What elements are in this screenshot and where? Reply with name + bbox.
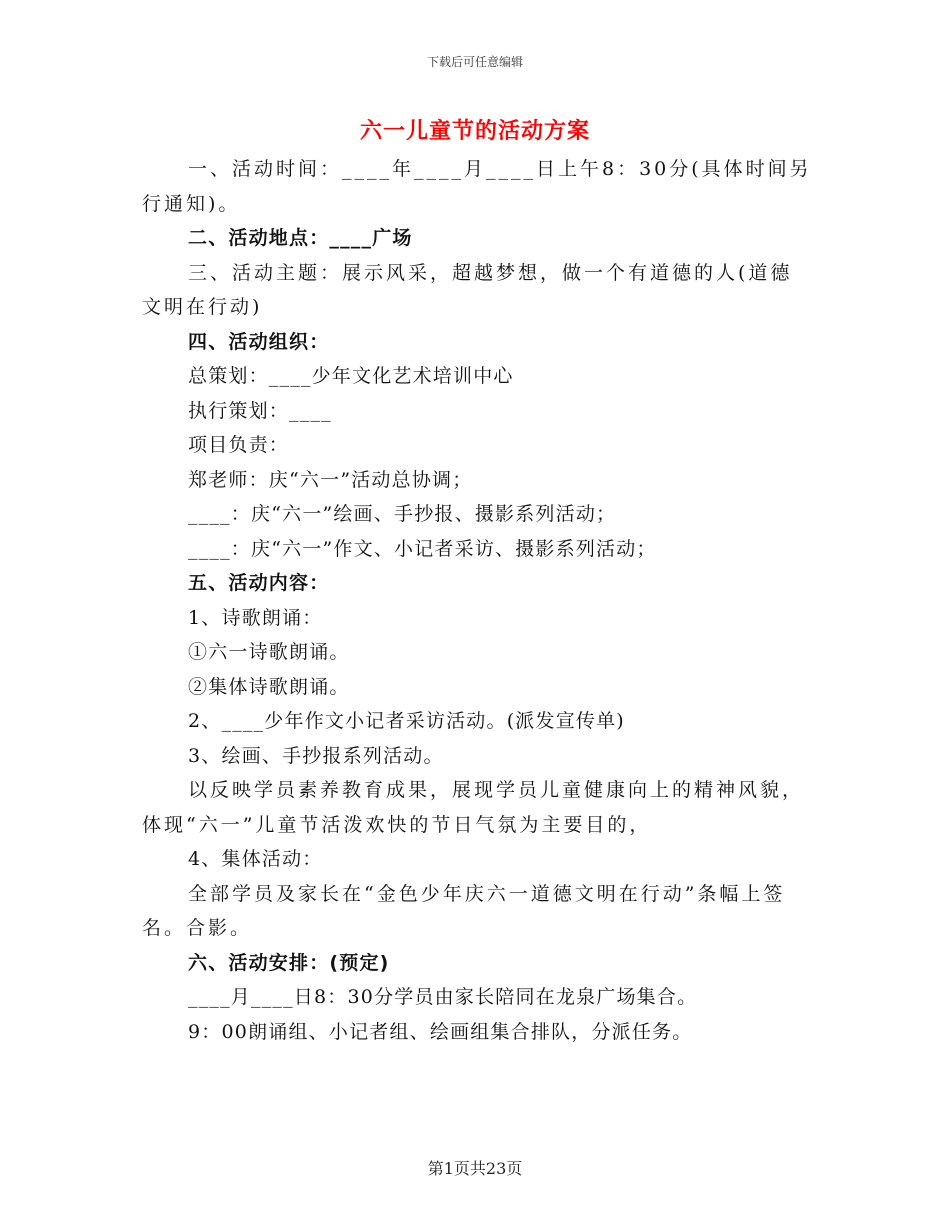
org-line-drawing: ____：庆“六一”绘画、手抄报、摄影系列活动； bbox=[188, 503, 617, 525]
page-number: 第1页共23页 bbox=[427, 1159, 523, 1178]
schedule-line-assign: 9：00朗诵组、小记者组、绘画组集合排队，分派任务。 bbox=[188, 1020, 693, 1043]
content-item-poetry: 1、诗歌朗诵： bbox=[188, 606, 323, 629]
org-line-writing: ____：庆“六一”作文、小记者采访、摄影系列活动； bbox=[188, 537, 657, 560]
org-line-executive-planner: 执行策划：____ bbox=[188, 399, 332, 422]
schedule-line-gather: ____月____日8：30分学员由家长陪同在龙泉广场集合。 bbox=[188, 986, 698, 1008]
org-line-teacher-zheng: 郑老师：庆“六一”活动总协调； bbox=[188, 468, 473, 491]
page-header-note: 下载后可任意编辑 bbox=[426, 55, 523, 69]
section-theme: 三、活动主题：展示风采，超越梦想，做一个有道德的人(道德文明在行动) bbox=[142, 261, 793, 318]
content-item-group: 4、集体活动： bbox=[188, 848, 323, 870]
org-line-project-lead: 项目负责： bbox=[188, 434, 290, 456]
section-content-heading: 五、活动内容： bbox=[188, 572, 330, 594]
content-item-drawing: 3、绘画、手抄报系列活动。 bbox=[188, 744, 444, 767]
content-item-drawing-desc: 以反映学员素养教育成果，展现学员儿童健康向上的精神风貌，体现“六一”儿童节活泼欢快的节日气氛为主要目的， bbox=[142, 779, 805, 836]
content-item-reporter: 2、____少年作文小记者采访活动。(派发宣传单) bbox=[188, 710, 625, 732]
content-item-poetry-b: ②集体诗歌朗诵。 bbox=[188, 675, 350, 698]
content-item-poetry-a: ①六一诗歌朗诵。 bbox=[188, 641, 350, 663]
section-schedule-heading: 六、活动安排：(预定) bbox=[188, 951, 390, 974]
org-line-general-planner: 总策划：____少年文化艺术培训中心 bbox=[188, 365, 514, 387]
document-title: 六一儿童节的活动方案 bbox=[359, 119, 590, 144]
section-organization-heading: 四、活动组织： bbox=[188, 330, 330, 353]
document-body bbox=[142, 152, 812, 1049]
content-item-group-desc: 全部学员及家长在“金色少年庆六一道德文明在行动”条幅上签名。合影。 bbox=[142, 882, 786, 939]
section-time: 一、活动时间：____年____月____日上午8：30分(具体时间另行通知)。 bbox=[142, 158, 812, 215]
section-location: 二、活动地点：____广场 bbox=[188, 227, 413, 249]
